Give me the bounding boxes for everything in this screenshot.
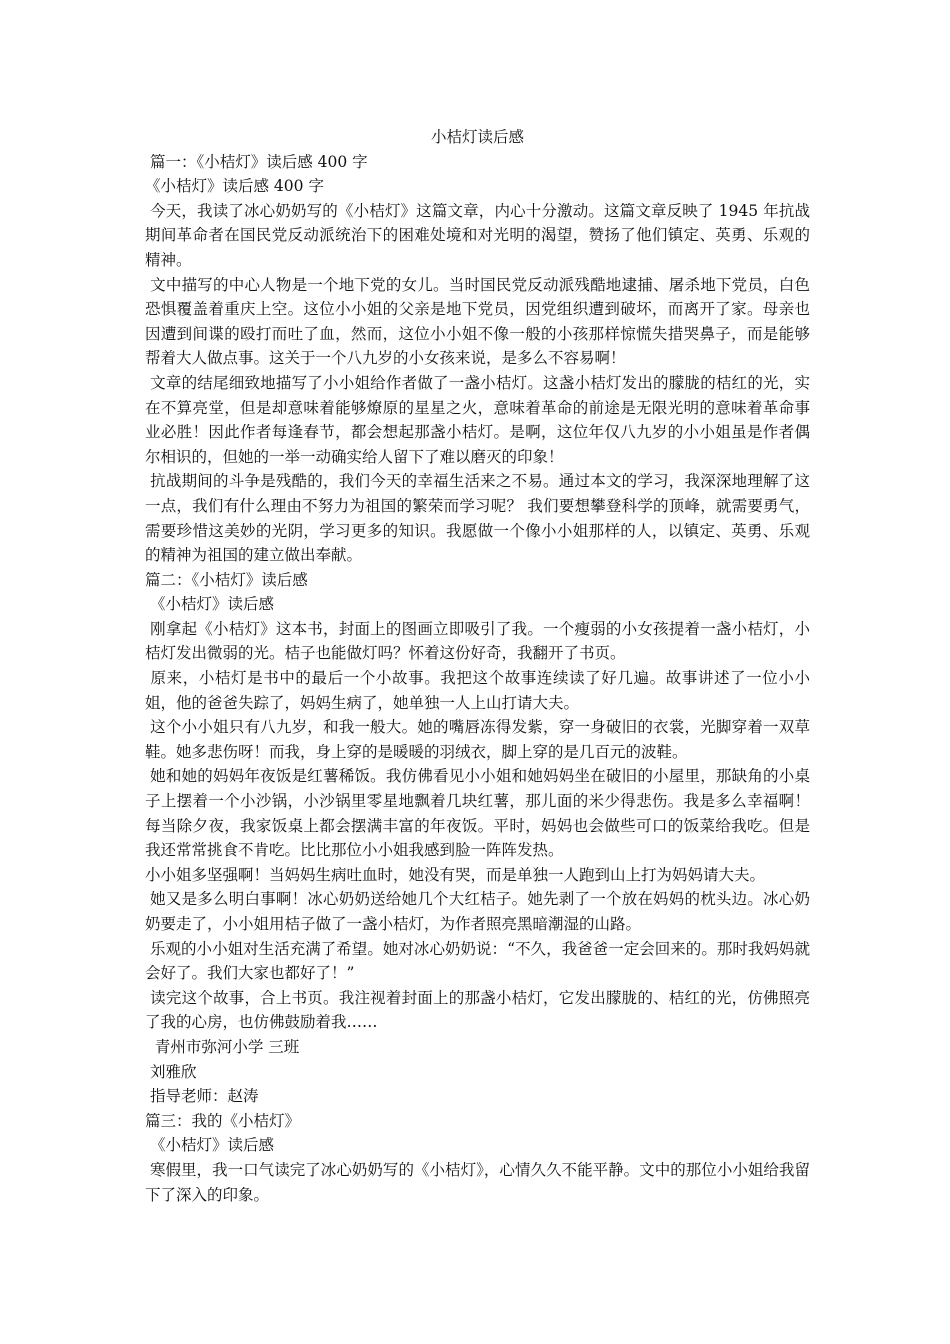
paragraph: 《小桔灯》读后感	[145, 595, 274, 614]
document-page	[145, 125, 810, 1207]
paragraph: 篇一：《小桔灯》读后感 400 字	[145, 152, 368, 171]
paragraph: 原来，小桔灯是书中的最后一个小故事。我把这个故事连续读了好几遍。故事讲述了一位小小姐，他的爸爸失踪了，妈妈生病了，她单独一人上山打请大夫。	[145, 669, 810, 712]
document-title: 小桔灯读后感	[430, 128, 524, 146]
paragraph: 这个小小姐只有八九岁，和我一般大。她的嘴唇冻得发紫，穿一身破旧的衣裳，光脚穿着一双草鞋。她多悲伤呀！而我，身上穿的是暖暖的羽绒衣，脚上穿的是几百元的波鞋。	[145, 718, 810, 761]
document-body	[145, 150, 810, 1208]
paragraph: 读完这个故事，合上书页。我注视着封面上的那盏小桔灯，它发出朦胧的、桔红的光，仿佛照亮了我的心房，也仿佛鼓励着我……	[145, 988, 810, 1032]
paragraph: 篇二：《小桔灯》读后感	[145, 570, 308, 589]
paragraph: 她和她的妈妈年夜饭是红薯稀饭。我仿佛看见小小姐和她妈妈坐在破旧的小屋里，那缺角的小桌子上摆着一个小沙锅，小沙锅里零星地飘着几块红薯，那儿面的米少得悲伤。我是多么幸福啊！每当除夕夜，我家饭桌上都会摆满丰富的年夜饭。平时，妈妈也会做些可口的饭菜给我吃。但是我还常常挑食不肯吃。比比那位小小姐我感到脸一阵阵发热。	[145, 767, 810, 860]
paragraph: 文中描写的中心人物是一个地下党的女儿。当时国民党反动派残酷地逮捕、屠杀地下党员，白色恐惧覆盖着重庆上空。这位小小姐的父亲是地下党员，因党组织遭到破坏，而离开了家。母亲也因遭到间谍的殴打而吐了血，然而，这位小小姐不像一般的小孩那样惊慌失措哭鼻子，而是能够帮着大人做点事。这关于一个八九岁的小女孩来说，是多么不容易啊！	[145, 275, 810, 368]
paragraph: 抗战期间的斗争是残酷的，我们今天的幸福生活来之不易。通过本文的学习，我深深地理解了这一点，我们有什么理由不努力为祖国的繁荣而学习呢？ 我们要想攀登科学的顶峰，就需要勇气，需要珍惜这美妙的光阴，学习更多的知识。我愿做一个像小小姐那样的人，以镇定、英勇、乐观的精神为祖国的建立做出奉献。	[145, 472, 810, 565]
paragraph: 青州市弥河小学 三班	[145, 1037, 300, 1056]
paragraph: 小小姐多坚强啊！当妈妈生病吐血时，她没有哭，而是单独一人跑到山上打为妈妈请大夫。	[145, 865, 766, 884]
paragraph: 寒假里，我一口气读完了冰心奶奶写的《小桔灯》，心情久久不能平静。文中的那位小小姐给我留下了深入的印象。	[145, 1160, 810, 1204]
paragraph: 今天，我读了冰心奶奶写的《小桔灯》这篇文章，内心十分激动。这篇文章反映了 1945 年抗战期间革命者在国民党反动派统治下的困难处境和对光明的渴望，赞扬了他们镇定、英勇、乐观的精神。	[145, 201, 810, 269]
paragraph: 乐观的小小姐对生活充满了希望。她对冰心奶奶说：“不久，我爸爸一定会回来的。那时我妈妈就会好了。我们大家也都好了！”	[145, 939, 810, 983]
paragraph: 《小桔灯》读后感	[145, 1136, 274, 1155]
paragraph: 篇三：我的《小桔灯》	[145, 1111, 301, 1130]
paragraph: 《小桔灯》读后感 400 字	[145, 177, 324, 196]
paragraph: 刚拿起《小桔灯》这本书，封面上的图画立即吸引了我。一个瘦弱的小女孩提着一盏小桔灯，小桔灯发出微弱的光。桔子也能做灯吗？怀着这份好奇，我翻开了书页。	[145, 619, 810, 663]
paragraph: 文章的结尾细致地描写了小小姐给作者做了一盏小桔灯。这盏小桔灯发出的朦胧的桔红的光，实在不算亮堂，但是却意味着能够燎原的星星之火，意味着革命的前途是无限光明的意味着革命事业必胜！因此作者每逢春节，都会想起那盏小桔灯。是啊，这位年仅八九岁的小小姐虽是作者偶尔相识的，但她的一举一动确实给人留下了难以磨灭的印象！	[145, 373, 810, 466]
paragraph: 指导老师：赵涛	[145, 1087, 259, 1106]
paragraph: 她又是多么明白事啊！冰心奶奶送给她几个大红桔子。她先剥了一个放在妈妈的枕头边。冰心奶奶要走了，小小姐用桔子做了一盏小桔灯，为作者照亮黑暗潮湿的山路。	[145, 890, 810, 933]
paragraph: 刘雅欣	[145, 1062, 197, 1081]
